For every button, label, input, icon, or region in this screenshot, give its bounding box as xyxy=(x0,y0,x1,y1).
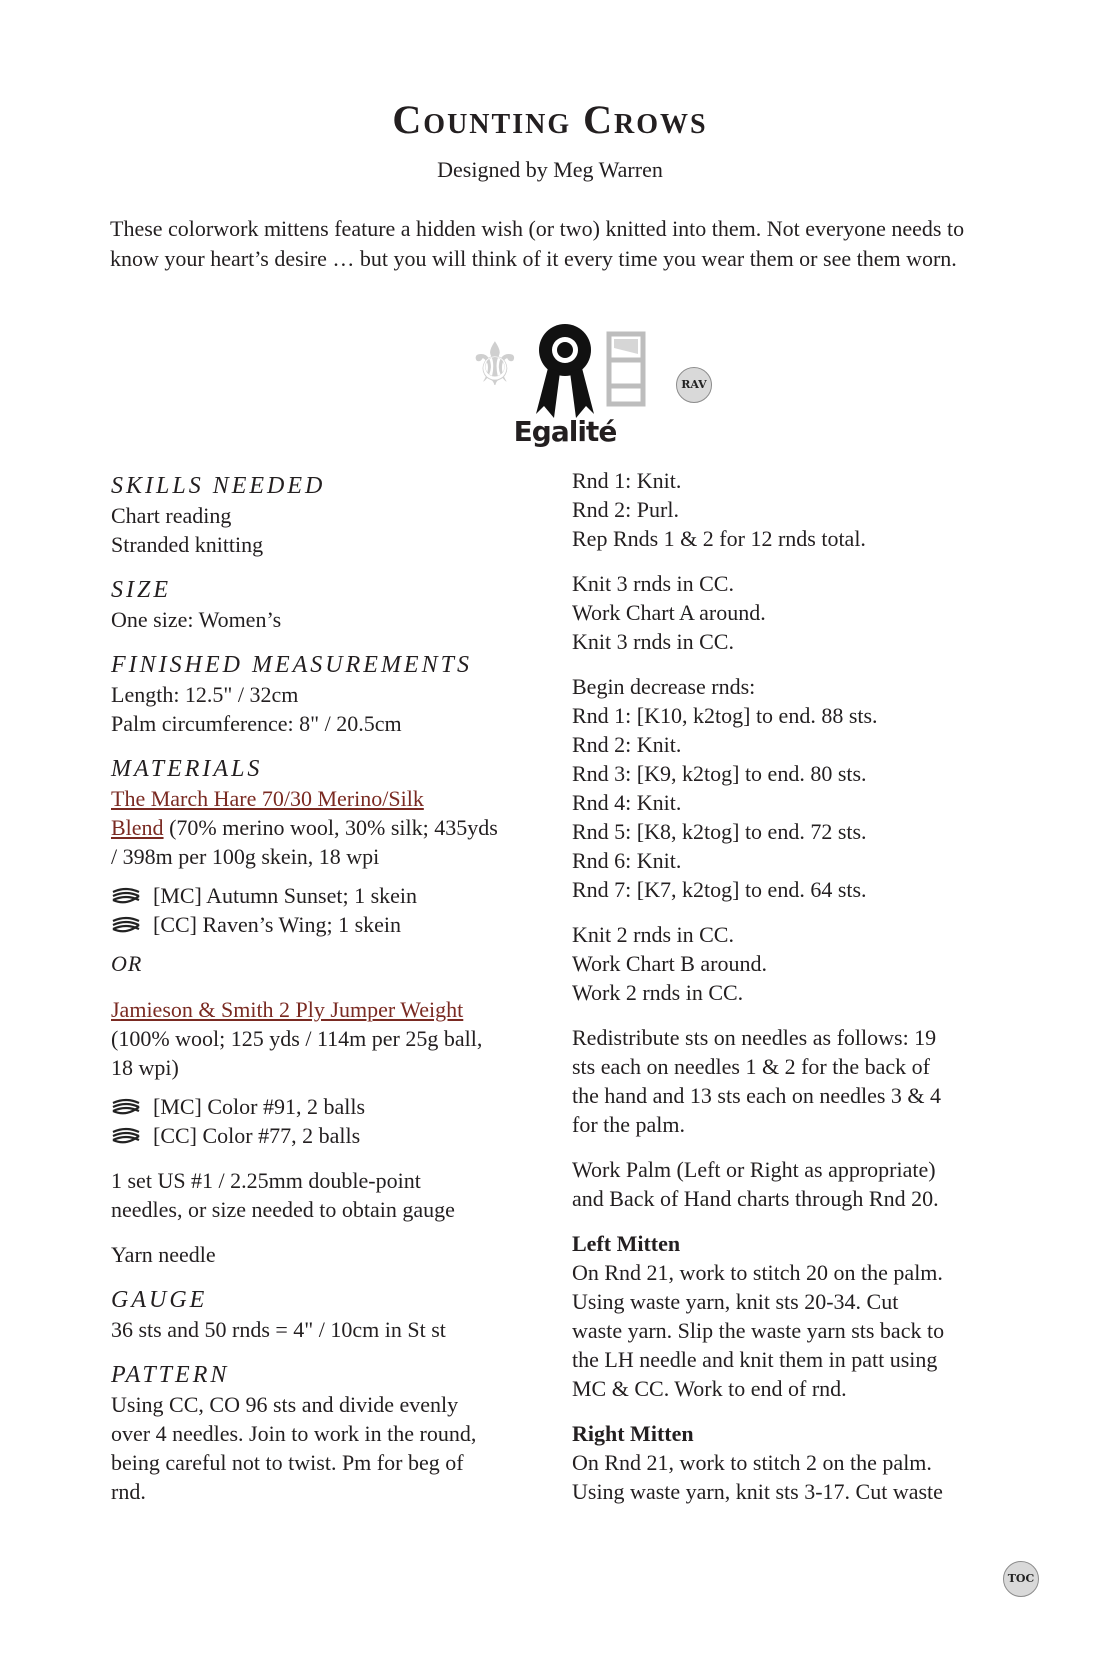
gauge-text: 36 sts and 50 rnds = 4" / 10cm in St st xyxy=(111,1317,446,1342)
yarn-skein-icon xyxy=(111,887,141,905)
needles-text: needles, or size needed to obtain gauge xyxy=(111,1197,455,1222)
logo-wordmark: Egalité xyxy=(513,415,617,448)
fleur-de-lis-icon: ⚜ xyxy=(468,332,522,398)
notions-text: Yarn needle xyxy=(111,1242,216,1267)
yarn-color-item: [CC] Raven’s Wing; 1 skein xyxy=(111,910,541,939)
instruction-line: Using waste yarn, knit sts 3-17. Cut waste xyxy=(572,1479,943,1504)
gauge-heading: GAUGE xyxy=(111,1287,208,1313)
instruction-line: Rnd 2: Knit. xyxy=(572,732,682,757)
pattern-text: Using CC, CO 96 sts and divide evenly xyxy=(111,1392,459,1417)
instruction-line: Redistribute sts on needles as follows: 19 xyxy=(572,1025,937,1050)
instruction-line: Rep Rnds 1 & 2 for 12 rnds total. xyxy=(572,526,866,551)
instruction-line: MC & CC. Work to end of rnd. xyxy=(572,1376,847,1401)
instruction-line: Work 2 rnds in CC. xyxy=(572,980,744,1005)
instruction-line: the LH needle and knit them in patt using xyxy=(572,1347,938,1372)
left-mitten-heading: Left Mitten xyxy=(572,1231,681,1256)
instruction-line: On Rnd 21, work to stitch 20 on the palm. xyxy=(572,1260,943,1285)
skill-item: Chart reading xyxy=(111,503,232,528)
instruction-line: Rnd 3: [K9, k2tog] to end. 80 sts. xyxy=(572,761,867,786)
toc-link-button[interactable]: TOC xyxy=(1003,1561,1039,1597)
instruction-line: and Back of Hand charts through Rnd 20. xyxy=(572,1186,939,1211)
or-separator: OR xyxy=(111,951,143,976)
instruction-line: Using waste yarn, knit sts 20-34. Cut xyxy=(572,1289,899,1314)
left-column xyxy=(111,471,541,1506)
measurement-palm: Palm circumference: 8" / 20.5cm xyxy=(111,711,402,736)
page-title: Counting Crows xyxy=(392,97,708,142)
instruction-line: Knit 3 rnds in CC. xyxy=(572,571,734,596)
yarn-link-jamieson-smith[interactable]: Jamieson & Smith 2 Ply Jumper Weight xyxy=(111,997,464,1022)
pattern-text: rnd. xyxy=(111,1479,146,1504)
instruction-line: for the palm. xyxy=(572,1112,686,1137)
instruction-line: waste yarn. Slip the waste yarn sts back to xyxy=(572,1318,945,1343)
right-column xyxy=(572,466,1002,1506)
materials-heading: MATERIALS xyxy=(111,756,263,782)
instruction-line: Begin decrease rnds: xyxy=(572,674,756,699)
instruction-line: Work Chart A around. xyxy=(572,600,766,625)
yarn-description: (100% wool; 125 yds / 114m per 25g ball, xyxy=(111,1026,483,1051)
instruction-line: Knit 3 rnds in CC. xyxy=(572,629,734,654)
yarn-description: (70% merino wool, 30% silk; 435yds xyxy=(163,815,498,840)
pattern-heading: PATTERN xyxy=(111,1362,230,1388)
yarn-description: 18 wpi) xyxy=(111,1055,179,1080)
pattern-text: over 4 needles. Join to work in the round, xyxy=(111,1421,477,1446)
instruction-line: Rnd 2: Purl. xyxy=(572,497,679,522)
instruction-line: Rnd 6: Knit. xyxy=(572,848,682,873)
instruction-line: Work Palm (Left or Right as appropriate) xyxy=(572,1157,936,1182)
yarn-color-item: [MC] Autumn Sunset; 1 skein xyxy=(111,881,541,910)
instruction-line: Rnd 1: Knit. xyxy=(572,468,682,493)
intro-paragraph: These colorwork mittens feature a hidden wish (or two) knitted into them. Not everyone needs to know your heart’s desire … but you will think of it every time you wear them or see them worn. xyxy=(110,216,965,271)
instruction-line: Rnd 5: [K8, k2tog] to end. 72 sts. xyxy=(572,819,867,844)
yarn-skein-icon xyxy=(111,1127,141,1145)
skills-heading: SKILLS NEEDED xyxy=(111,473,326,499)
yarn-skein-icon xyxy=(111,1098,141,1116)
instruction-line: the hand and 13 sts each on needles 3 & 4 xyxy=(572,1083,942,1108)
finished-measurements-heading: FINISHED MEASUREMENTS xyxy=(111,652,472,678)
yarn-skein-icon xyxy=(111,916,141,934)
instruction-line: Rnd 1: [K10, k2tog] to end. 88 sts. xyxy=(572,703,878,728)
right-mitten-heading: Right Mitten xyxy=(572,1421,694,1446)
size-value: One size: Women’s xyxy=(111,607,282,632)
designer-byline: Designed by Meg Warren xyxy=(437,157,663,182)
prize-ribbon-icon xyxy=(530,320,600,420)
instruction-line: Rnd 4: Knit. xyxy=(572,790,682,815)
instruction-line: sts each on needles 1 & 2 for the back of xyxy=(572,1054,930,1079)
size-heading: SIZE xyxy=(111,577,171,603)
yarn-link-march-hare-cont[interactable]: Blend xyxy=(111,815,164,840)
skill-item: Stranded knitting xyxy=(111,532,264,557)
instruction-line: Work Chart B around. xyxy=(572,951,767,976)
instruction-line: On Rnd 21, work to stitch 2 on the palm. xyxy=(572,1450,932,1475)
guillotine-icon xyxy=(605,330,647,408)
yarn-link-march-hare[interactable]: The March Hare 70/30 Merino/Silk xyxy=(111,786,424,811)
measurement-length: Length: 12.5" / 32cm xyxy=(111,682,299,707)
yarn-color-item: [MC] Color #91, 2 balls xyxy=(111,1092,541,1121)
yarn-color-item: [CC] Color #77, 2 balls xyxy=(111,1121,541,1150)
egalite-logo xyxy=(460,315,700,455)
yarn-description: / 398m per 100g skein, 18 wpi xyxy=(111,844,380,869)
needles-text: 1 set US #1 / 2.25mm double-point xyxy=(111,1168,421,1193)
ravelry-link-button[interactable]: RAV xyxy=(676,367,712,403)
pattern-text: being careful not to twist. Pm for beg of xyxy=(111,1450,464,1475)
instruction-line: Rnd 7: [K7, k2tog] to end. 64 sts. xyxy=(572,877,867,902)
instruction-line: Knit 2 rnds in CC. xyxy=(572,922,734,947)
